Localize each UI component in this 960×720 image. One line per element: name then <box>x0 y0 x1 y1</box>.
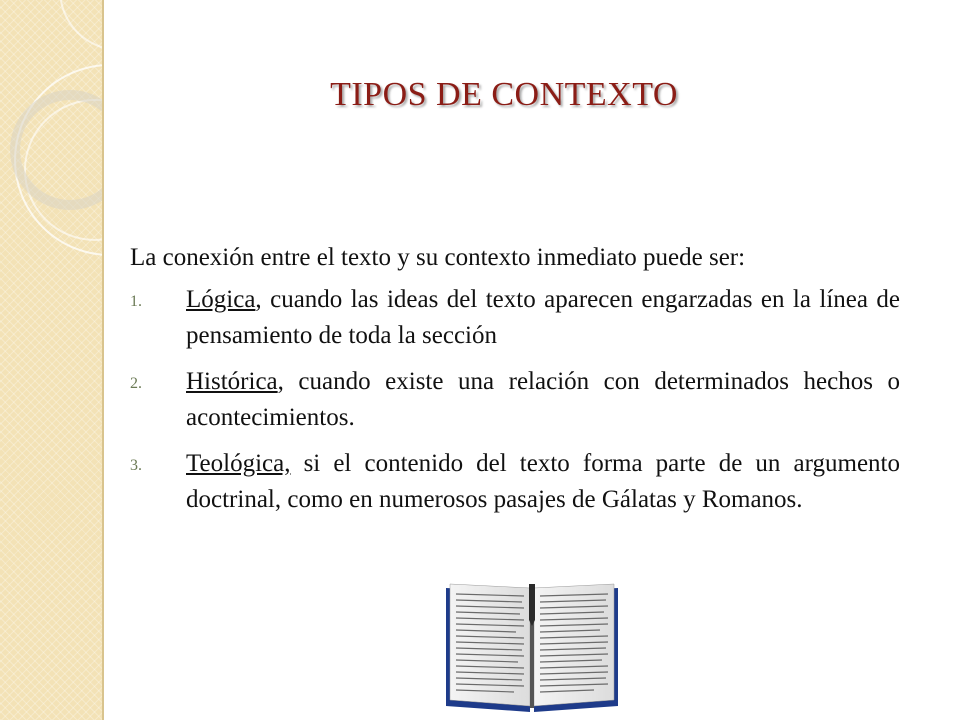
item-description: si el contenido del texto forma parte de un argumento doctrinal, como en numerosos pasajes de Gálatas y Romanos. <box>186 450 900 513</box>
item-number: 3. <box>130 457 142 474</box>
item-term: Histórica <box>186 368 278 395</box>
intro-text: La conexión entre el texto y su contexto inmediato puede ser: <box>130 244 746 271</box>
item-term: Lógica <box>186 286 256 313</box>
item-number: 2. <box>130 375 142 392</box>
slide-content <box>130 240 900 528</box>
open-book-icon <box>444 580 620 716</box>
list-item <box>130 282 900 354</box>
item-term: Teológica, <box>186 450 291 477</box>
list-item <box>130 364 900 436</box>
context-types-list <box>130 282 900 518</box>
item-description: , cuando existe una relación con determinados hechos o acontecimientos. <box>186 368 900 431</box>
item-description: , cuando las ideas del texto aparecen engarzadas en la línea de pensamiento de toda la sección <box>186 286 900 349</box>
item-number: 1. <box>130 293 142 310</box>
list-item <box>130 446 900 518</box>
slide-title: TIPOS DE CONTEXTO <box>330 76 678 113</box>
